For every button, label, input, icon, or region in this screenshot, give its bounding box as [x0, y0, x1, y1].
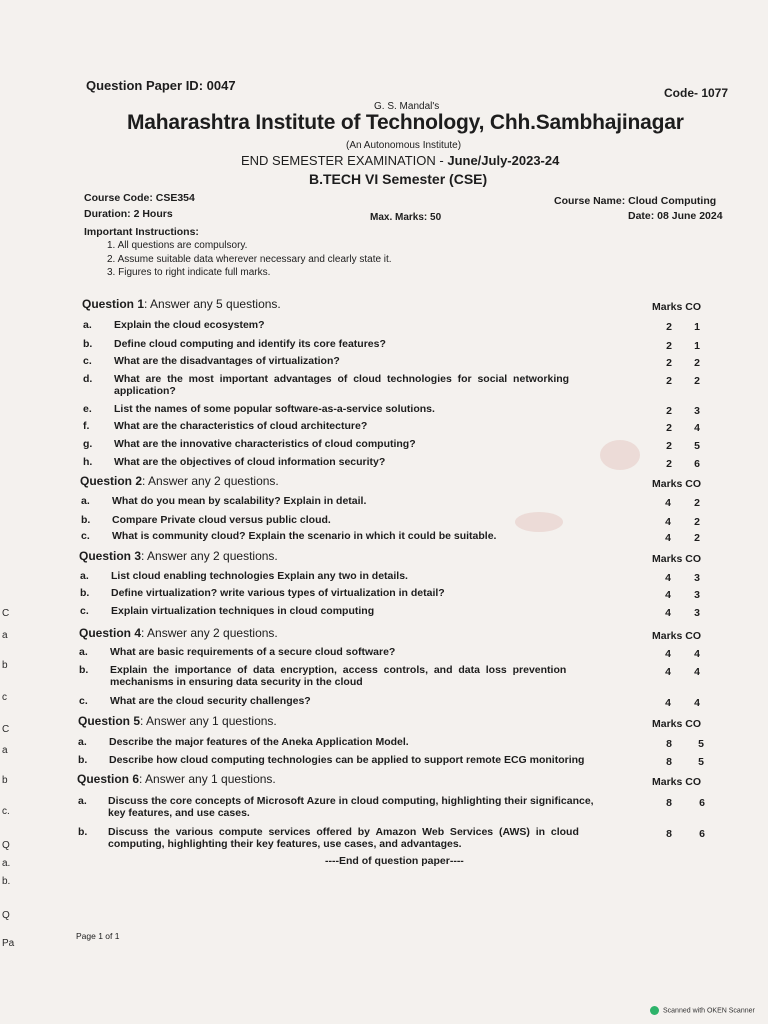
exam-date: Date: 08 June 2024 — [628, 210, 723, 222]
question-part-label: b. — [80, 587, 90, 599]
part-co: 1 — [694, 340, 700, 352]
margin-mark: C — [2, 724, 10, 735]
part-co: 3 — [694, 405, 700, 417]
part-co: 6 — [694, 458, 700, 470]
margin-mark: c — [2, 692, 7, 703]
question-part-text: Describe the major features of the Aneka Application Model. — [109, 736, 409, 748]
margin-mark: Q — [2, 840, 10, 851]
part-co: 5 — [694, 440, 700, 452]
question-number: Question 5 — [78, 714, 141, 728]
stain-mark — [600, 440, 640, 470]
question-part-text-continued: computing, highlighting their key features, use cases, and advantages. — [108, 838, 462, 850]
part-marks: 2 — [666, 440, 672, 452]
part-marks: 4 — [665, 532, 671, 544]
question-instruction: : Answer any 5 questions. — [144, 297, 281, 311]
question-part-label: e. — [83, 403, 92, 415]
part-co: 2 — [694, 516, 700, 528]
instruction-item: 1. All questions are compulsory. — [107, 240, 248, 251]
question-part-text: List cloud enabling technologies Explain any two in details. — [111, 570, 408, 582]
margin-mark: b — [2, 660, 8, 671]
question-instruction: : Answer any 2 questions. — [141, 626, 278, 640]
question-part-label: a. — [78, 736, 87, 748]
question-part-text: Explain virtualization techniques in cloud computing — [111, 605, 375, 617]
part-marks: 8 — [666, 797, 672, 809]
part-co: 4 — [694, 697, 700, 709]
question-part-text: What are basic requirements of a secure cloud software? — [110, 646, 396, 658]
paper-code: Code- 1077 — [664, 86, 729, 100]
marks-co-header: Marks CO — [652, 553, 702, 565]
question-part-text: What are the cloud security challenges? — [110, 695, 311, 707]
question-heading — [77, 772, 276, 786]
exam-title — [241, 153, 559, 168]
scanner-logo-icon — [650, 1006, 659, 1015]
margin-mark: Q — [2, 910, 10, 921]
question-part-label: a. — [83, 319, 92, 331]
question-part-label: b. — [78, 754, 88, 766]
part-co: 6 — [699, 797, 705, 809]
marks-co-header: Marks CO — [652, 478, 702, 490]
part-co: 3 — [694, 607, 700, 619]
margin-mark: a. — [2, 858, 11, 869]
margin-mark: C — [2, 608, 10, 619]
scanner-text: Scanned with OKEN Scanner — [663, 1007, 755, 1015]
question-heading — [79, 549, 278, 563]
page-number: Page 1 of 1 — [76, 931, 120, 941]
question-instruction: : Answer any 2 questions. — [142, 474, 279, 488]
margin-mark: c. — [2, 806, 10, 817]
part-marks: 2 — [666, 405, 672, 417]
question-instruction: : Answer any 1 questions. — [139, 772, 276, 786]
question-part-text: Define cloud computing and identify its core features? — [114, 338, 386, 350]
question-part-label: b. — [81, 514, 91, 526]
question-heading — [79, 626, 278, 640]
scanner-watermark — [650, 1006, 755, 1015]
question-part-text: What are the objectives of cloud information security? — [114, 456, 386, 468]
exam-prefix: END SEMESTER EXAMINATION - — [241, 153, 448, 168]
question-part-label: f. — [83, 420, 90, 432]
question-part-label: a. — [80, 570, 89, 582]
question-number: Question 1 — [82, 297, 145, 311]
part-marks: 8 — [666, 738, 672, 750]
question-part-text-continued: application? — [114, 385, 176, 397]
part-co: 3 — [694, 572, 700, 584]
semester-title: B.TECH VI Semester (CSE) — [309, 171, 488, 187]
part-marks: 2 — [666, 422, 672, 434]
question-part-text: Compare Private cloud versus public cloud. — [112, 514, 331, 526]
question-part-label: c. — [81, 530, 90, 542]
question-part-label: a. — [81, 495, 90, 507]
question-number: Question 2 — [80, 474, 143, 488]
marks-co-header: Marks CO — [652, 301, 702, 313]
instruction-item: 3. Figures to right indicate full marks. — [107, 267, 271, 278]
question-part-text: Discuss the various compute services offered by Amazon Web Services (AWS) in cloud — [108, 826, 579, 838]
institute-name: Maharashtra Institute of Technology, Chh.Sambhajinagar — [127, 111, 684, 134]
question-part-label: b. — [78, 826, 88, 838]
question-heading — [80, 474, 279, 488]
question-part-text: What is community cloud? Explain the scenario in which it could be suitable. — [112, 530, 497, 542]
part-marks: 2 — [666, 375, 672, 387]
margin-mark: b. — [2, 876, 11, 887]
margin-mark: Pa — [2, 938, 15, 949]
course-name: Course Name: Cloud Computing — [554, 195, 717, 207]
question-number: Question 3 — [79, 549, 142, 563]
question-heading — [78, 714, 277, 728]
part-co: 2 — [694, 532, 700, 544]
part-marks: 4 — [665, 572, 671, 584]
question-instruction: : Answer any 2 questions. — [141, 549, 278, 563]
instructions-title: Important Instructions: — [84, 226, 199, 238]
question-part-text: Discuss the core concepts of Microsoft Azure in cloud computing, highlighting their significance, — [108, 795, 594, 807]
marks-co-header: Marks CO — [652, 776, 702, 788]
part-co: 2 — [694, 375, 700, 387]
part-co: 4 — [694, 422, 700, 434]
question-part-text: What do you mean by scalability? Explain in detail. — [112, 495, 367, 507]
part-marks: 4 — [665, 648, 671, 660]
part-marks: 4 — [665, 607, 671, 619]
question-part-text-continued: mechanisms in ensuring data security in the cloud — [110, 676, 363, 688]
question-part-label: d. — [83, 373, 93, 385]
part-marks: 4 — [665, 666, 671, 678]
question-part-text: What are the characteristics of cloud architecture? — [114, 420, 368, 432]
question-instruction: : Answer any 1 questions. — [140, 714, 277, 728]
margin-mark: a — [2, 745, 8, 756]
question-part-label: a. — [79, 646, 88, 658]
part-marks: 8 — [666, 756, 672, 768]
marks-co-header: Marks CO — [652, 718, 702, 730]
question-part-text: List the names of some popular software-as-a-service solutions. — [114, 403, 435, 415]
question-part-text: Define virtualization? write various types of virtualization in detail? — [111, 587, 445, 599]
part-co: 5 — [698, 738, 704, 750]
end-of-paper: ----End of question paper---- — [325, 855, 464, 867]
part-marks: 4 — [665, 697, 671, 709]
question-number: Question 4 — [79, 626, 142, 640]
exam-session: June/July-2023-24 — [447, 153, 560, 168]
question-part-text: What are the disadvantages of virtualization? — [114, 355, 340, 367]
question-part-label: c. — [79, 695, 88, 707]
part-co: 2 — [694, 497, 700, 509]
paper-id: Question Paper ID: 0047 — [86, 78, 236, 93]
question-part-label: c. — [80, 605, 89, 617]
question-part-label: a. — [78, 795, 87, 807]
question-part-text: What are the innovative characteristics of cloud computing? — [114, 438, 416, 450]
max-marks: Max. Marks: 50 — [370, 212, 442, 223]
part-marks: 2 — [666, 340, 672, 352]
question-part-label: h. — [83, 456, 93, 468]
question-part-label: b. — [83, 338, 93, 350]
marks-co-header: Marks CO — [652, 630, 702, 642]
question-part-text: Explain the importance of data encryption, access controls, and data loss prevention — [110, 664, 567, 676]
part-co: 4 — [694, 666, 700, 678]
question-number: Question 6 — [77, 772, 140, 786]
question-part-text: Explain the cloud ecosystem? — [114, 319, 265, 331]
question-part-text-continued: key features, and use cases. — [108, 807, 250, 819]
part-marks: 2 — [666, 321, 672, 333]
instruction-item: 2. Assume suitable data wherever necessary and clearly state it. — [107, 254, 392, 265]
question-part-text: What are the most important advantages of cloud technologies for social networking — [114, 373, 570, 385]
part-co: 4 — [694, 648, 700, 660]
part-co: 2 — [694, 357, 700, 369]
margin-mark: b — [2, 775, 8, 786]
margin-mark: a — [2, 630, 8, 641]
question-heading — [82, 297, 281, 311]
part-co: 6 — [699, 828, 705, 840]
course-code: Course Code: CSE354 — [84, 192, 195, 204]
question-part-label: g. — [83, 438, 93, 450]
autonomous-label: (An Autonomous Institute) — [346, 140, 462, 151]
part-marks: 8 — [666, 828, 672, 840]
part-marks: 2 — [666, 458, 672, 470]
question-part-label: b. — [79, 664, 89, 676]
part-marks: 4 — [665, 497, 671, 509]
stain-mark — [515, 512, 563, 532]
part-co: 3 — [694, 589, 700, 601]
question-part-text: Describe how cloud computing technologies can be applied to support remote ECG monitoring — [109, 754, 585, 766]
part-co: 1 — [694, 321, 700, 333]
part-marks: 4 — [665, 589, 671, 601]
part-marks: 4 — [665, 516, 671, 528]
duration: Duration: 2 Hours — [84, 208, 173, 220]
question-part-label: c. — [83, 355, 92, 367]
part-co: 5 — [698, 756, 704, 768]
mandal-name: G. S. Mandal's — [374, 101, 440, 112]
part-marks: 2 — [666, 357, 672, 369]
